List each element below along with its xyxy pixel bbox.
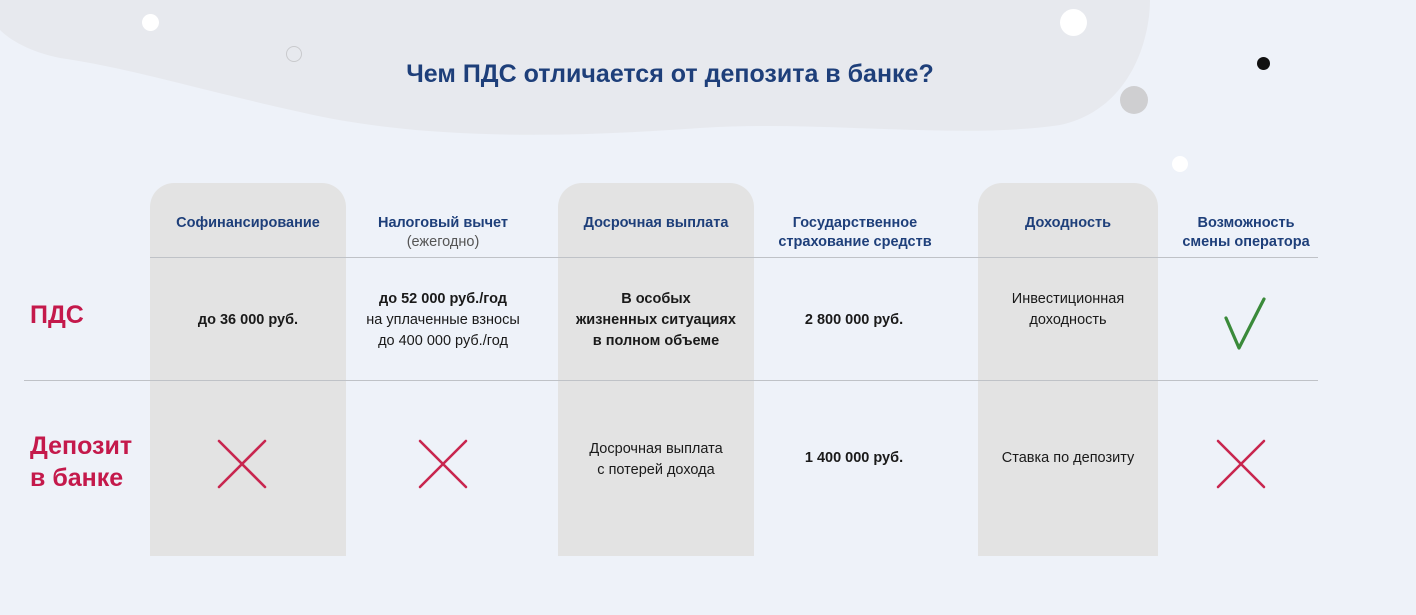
header-title: Софинансирование (176, 215, 320, 231)
decor-dot (142, 14, 159, 31)
row-divider (24, 380, 1318, 381)
header-state-insurance (750, 214, 960, 252)
header-title-line2: смены оператора (1182, 234, 1310, 250)
header-subtitle: (ежегодно) (406, 234, 480, 250)
header-title: Налоговый вычет (377, 215, 509, 231)
header-title: Доходность (1024, 215, 1112, 231)
row-label-deposit: Депозит в банке (30, 432, 133, 492)
row-label-pds: ПДС (30, 301, 84, 329)
decor-dot (1060, 9, 1087, 36)
cross-icon (216, 438, 268, 490)
check-icon (1222, 296, 1268, 352)
cell-deposit-early: Досрочная выплата с потерей дохода (589, 441, 723, 478)
cell-pds-yield: Инвестиционная доходность (1011, 291, 1125, 328)
cross-icon (1215, 438, 1267, 490)
cell-pds-early: В особых жизненных ситуациях в полном объеме (576, 290, 736, 349)
header-title: Возможность (1197, 215, 1295, 231)
cell-deposit-yield: Ставка по депозиту (1001, 449, 1135, 466)
cell-pds-cofinancing: до 36 000 руб. (197, 311, 299, 328)
page-title: Чем ПДС отличается от депозита в банке? (406, 60, 934, 88)
header-tax-deduction (345, 214, 541, 252)
header-early-payout (558, 214, 754, 233)
decor-dot (1120, 86, 1148, 114)
header-yield (978, 214, 1158, 233)
cell-deposit-insurance: 1 400 000 руб. (804, 449, 904, 466)
cell-pds-insurance: 2 800 000 руб. (804, 311, 904, 328)
cell-pds-tax: до 52 000 руб./год на уплаченные взносы до 400 000 руб./год (366, 290, 520, 349)
header-cofinancing (150, 214, 346, 233)
cross-icon (417, 438, 469, 490)
header-operator-change (1160, 214, 1332, 252)
header-title: Досрочная выплата (583, 215, 729, 231)
decor-dot (1172, 156, 1188, 172)
header-title-line2: страхование средств (778, 234, 932, 250)
header-title: Государственное (792, 215, 918, 231)
